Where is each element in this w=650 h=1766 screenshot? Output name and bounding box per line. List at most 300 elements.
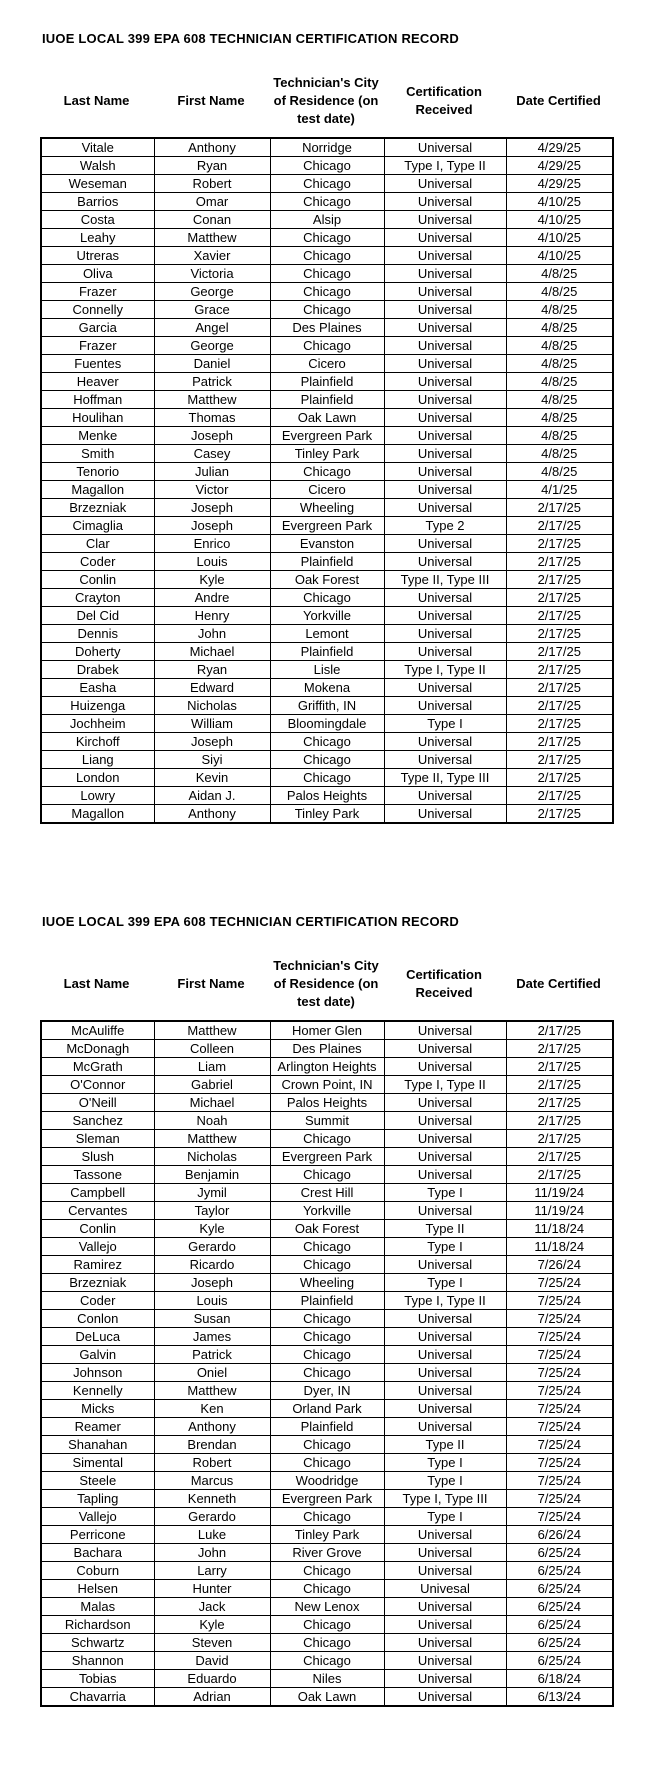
certification-cell: Universal xyxy=(384,1166,506,1184)
date-certified-cell: 11/18/24 xyxy=(506,1238,613,1256)
first-name-cell: Liam xyxy=(154,1058,270,1076)
last-name-cell: Tobias xyxy=(41,1670,154,1688)
last-name-cell: Jochheim xyxy=(41,715,154,733)
table-row xyxy=(41,1148,613,1166)
table-row xyxy=(41,1526,613,1544)
date-certified-cell: 6/26/24 xyxy=(506,1526,613,1544)
table-row xyxy=(41,643,613,661)
table-row xyxy=(41,409,613,427)
city-cell: Chicago xyxy=(270,1634,384,1652)
last-name-cell: Ramirez xyxy=(41,1256,154,1274)
first-name-cell: Ryan xyxy=(154,157,270,175)
last-name-cell: Magallon xyxy=(41,481,154,499)
first-name-cell: Robert xyxy=(154,175,270,193)
table-header xyxy=(40,66,612,136)
last-name-cell: Leahy xyxy=(41,229,154,247)
last-name-cell: Menke xyxy=(41,427,154,445)
first-name-cell: Louis xyxy=(154,553,270,571)
last-name-cell: Vallejo xyxy=(41,1508,154,1526)
last-name-cell: Oliva xyxy=(41,265,154,283)
city-cell: River Grove xyxy=(270,1544,384,1562)
table-row xyxy=(41,1040,613,1058)
last-name-cell: Del Cid xyxy=(41,607,154,625)
table-row xyxy=(41,1634,613,1652)
date-certified-cell: 6/25/24 xyxy=(506,1634,613,1652)
last-name-cell: Barrios xyxy=(41,193,154,211)
table-row xyxy=(41,1310,613,1328)
table-row xyxy=(41,175,613,193)
city-cell: Alsip xyxy=(270,211,384,229)
certification-cell: Type I, Type II xyxy=(384,1076,506,1094)
table-row xyxy=(41,571,613,589)
date-certified-cell: 11/19/24 xyxy=(506,1184,613,1202)
first-name-cell: Joseph xyxy=(154,499,270,517)
city-cell: Chicago xyxy=(270,193,384,211)
table-row xyxy=(41,1256,613,1274)
date-certified-cell: 4/8/25 xyxy=(506,355,613,373)
last-name-cell: Cimaglia xyxy=(41,517,154,535)
last-name-cell: Liang xyxy=(41,751,154,769)
date-certified-cell: 6/25/24 xyxy=(506,1544,613,1562)
last-name-cell: Drabek xyxy=(41,661,154,679)
certification-cell: Type I xyxy=(384,715,506,733)
last-name-cell: Huizenga xyxy=(41,697,154,715)
city-cell: Tinley Park xyxy=(270,445,384,463)
date-certified-cell: 2/17/25 xyxy=(506,1040,613,1058)
date-certified-cell: 7/25/24 xyxy=(506,1436,613,1454)
city-cell: Chicago xyxy=(270,247,384,265)
first-name-cell: Ricardo xyxy=(154,1256,270,1274)
certification-cell: Universal xyxy=(384,1544,506,1562)
certification-cell: Universal xyxy=(384,1562,506,1580)
table-row xyxy=(41,535,613,553)
city-cell: Chicago xyxy=(270,589,384,607)
certification-cell: Universal xyxy=(384,283,506,301)
last-name-cell: Kirchoff xyxy=(41,733,154,751)
first-name-cell: Michael xyxy=(154,643,270,661)
first-name-cell: Patrick xyxy=(154,373,270,391)
table-row xyxy=(41,589,613,607)
certification-cell: Type I, Type II xyxy=(384,157,506,175)
table-row xyxy=(41,229,613,247)
date-certified-cell: 11/19/24 xyxy=(506,1202,613,1220)
city-cell: Chicago xyxy=(270,1562,384,1580)
last-name-cell: Perricone xyxy=(41,1526,154,1544)
table-row xyxy=(41,1238,613,1256)
city-cell: Chicago xyxy=(270,1310,384,1328)
last-name-cell: Steele xyxy=(41,1472,154,1490)
date-certified-cell: 4/29/25 xyxy=(506,175,613,193)
city-cell: Chicago xyxy=(270,1346,384,1364)
last-name-cell: Richardson xyxy=(41,1616,154,1634)
table-row xyxy=(41,1544,613,1562)
date-certified-cell: 4/10/25 xyxy=(506,193,613,211)
table-row xyxy=(41,1562,613,1580)
first-name-cell: Conan xyxy=(154,211,270,229)
last-name-cell: Weseman xyxy=(41,175,154,193)
city-cell: Cicero xyxy=(270,481,384,499)
last-name-cell: Coburn xyxy=(41,1562,154,1580)
certification-cell: Universal xyxy=(384,787,506,805)
certification-cell: Universal xyxy=(384,607,506,625)
table-row xyxy=(41,1670,613,1688)
first-name-cell: Steven xyxy=(154,1634,270,1652)
table-row xyxy=(41,1021,613,1040)
city-cell: Chicago xyxy=(270,301,384,319)
city-cell: Chicago xyxy=(270,1436,384,1454)
date-certified-cell: 4/8/25 xyxy=(506,373,613,391)
first-name-cell: Patrick xyxy=(154,1346,270,1364)
first-name-cell: James xyxy=(154,1328,270,1346)
table-row xyxy=(41,769,613,787)
table-row xyxy=(41,499,613,517)
certification-cell: Universal xyxy=(384,1400,506,1418)
city-cell: Oak Forest xyxy=(270,1220,384,1238)
date-certified-cell: 7/25/24 xyxy=(506,1364,613,1382)
certification-cell: Universal xyxy=(384,1418,506,1436)
first-name-cell: John xyxy=(154,625,270,643)
city-cell: Des Plaines xyxy=(270,1040,384,1058)
first-name-cell: Hunter xyxy=(154,1580,270,1598)
city-cell: Crown Point, IN xyxy=(270,1076,384,1094)
last-name-cell: Lowry xyxy=(41,787,154,805)
header-last-name: Last Name xyxy=(63,93,130,108)
city-cell: Oak Lawn xyxy=(270,409,384,427)
table-row xyxy=(41,1454,613,1472)
date-certified-cell: 4/8/25 xyxy=(506,409,613,427)
certification-cell: Universal xyxy=(384,1058,506,1076)
last-name-cell: Dennis xyxy=(41,625,154,643)
city-cell: Chicago xyxy=(270,337,384,355)
first-name-cell: Omar xyxy=(154,193,270,211)
city-cell: Chicago xyxy=(270,1580,384,1598)
first-name-cell: Luke xyxy=(154,1526,270,1544)
city-cell: Evergreen Park xyxy=(270,1490,384,1508)
certification-cell: Universal xyxy=(384,1346,506,1364)
city-cell: Bloomingdale xyxy=(270,715,384,733)
certification-cell: Universal xyxy=(384,1688,506,1707)
certification-cell: Universal xyxy=(384,193,506,211)
first-name-cell: Grace xyxy=(154,301,270,319)
first-name-cell: Michael xyxy=(154,1094,270,1112)
table-row xyxy=(41,247,613,265)
certification-cell: Universal xyxy=(384,481,506,499)
first-name-cell: Joseph xyxy=(154,427,270,445)
header-first-name: First Name xyxy=(177,976,245,991)
date-certified-cell: 2/17/25 xyxy=(506,679,613,697)
date-certified-cell: 4/8/25 xyxy=(506,391,613,409)
table-row xyxy=(41,1166,613,1184)
first-name-cell: Marcus xyxy=(154,1472,270,1490)
last-name-cell: Brzezniak xyxy=(41,499,154,517)
certification-cell: Universal xyxy=(384,337,506,355)
first-name-cell: Angel xyxy=(154,319,270,337)
last-name-cell: Johnson xyxy=(41,1364,154,1382)
table-row xyxy=(41,697,613,715)
first-name-cell: Edward xyxy=(154,679,270,697)
certification-cell: Universal xyxy=(384,1616,506,1634)
city-cell: Tinley Park xyxy=(270,805,384,824)
certification-cell: Universal xyxy=(384,1382,506,1400)
date-certified-cell: 7/25/24 xyxy=(506,1472,613,1490)
date-certified-cell: 2/17/25 xyxy=(506,625,613,643)
first-name-cell: Enrico xyxy=(154,535,270,553)
table-row xyxy=(41,301,613,319)
city-cell: Oak Lawn xyxy=(270,1688,384,1707)
last-name-cell: Slush xyxy=(41,1148,154,1166)
certification-cell: Type I xyxy=(384,1454,506,1472)
first-name-cell: Matthew xyxy=(154,391,270,409)
certification-cell: Universal xyxy=(384,175,506,193)
date-certified-cell: 7/25/24 xyxy=(506,1292,613,1310)
city-cell: Plainfield xyxy=(270,373,384,391)
last-name-cell: Bachara xyxy=(41,1544,154,1562)
last-name-cell: Fuentes xyxy=(41,355,154,373)
first-name-cell: Xavier xyxy=(154,247,270,265)
city-cell: Orland Park xyxy=(270,1400,384,1418)
last-name-cell: Conlin xyxy=(41,1220,154,1238)
city-cell: Chicago xyxy=(270,1166,384,1184)
last-name-cell: O'Neill xyxy=(41,1094,154,1112)
date-certified-cell: 7/25/24 xyxy=(506,1490,613,1508)
date-certified-cell: 2/17/25 xyxy=(506,769,613,787)
certification-cell: Type I, Type II xyxy=(384,661,506,679)
record-title: IUOE LOCAL 399 EPA 608 TECHNICIAN CERTIFICATION RECORD xyxy=(42,31,459,46)
last-name-cell: Shannon xyxy=(41,1652,154,1670)
first-name-cell: Gerardo xyxy=(154,1508,270,1526)
last-name-cell: Frazer xyxy=(41,283,154,301)
date-certified-cell: 7/25/24 xyxy=(506,1454,613,1472)
city-cell: Chicago xyxy=(270,175,384,193)
certification-cell: Universal xyxy=(384,265,506,283)
last-name-cell: Kennelly xyxy=(41,1382,154,1400)
certification-cell: Universal xyxy=(384,679,506,697)
date-certified-cell: 2/17/25 xyxy=(506,661,613,679)
table-row xyxy=(41,1418,613,1436)
city-cell: Yorkville xyxy=(270,607,384,625)
certification-cell: Universal xyxy=(384,643,506,661)
city-cell: Tinley Park xyxy=(270,1526,384,1544)
certification-cell: Universal xyxy=(384,697,506,715)
first-name-cell: Oniel xyxy=(154,1364,270,1382)
first-name-cell: Joseph xyxy=(154,1274,270,1292)
certification-cell: Type I xyxy=(384,1472,506,1490)
date-certified-cell: 2/17/25 xyxy=(506,607,613,625)
last-name-cell: Brzezniak xyxy=(41,1274,154,1292)
first-name-cell: Larry xyxy=(154,1562,270,1580)
certification-cell: Universal xyxy=(384,1634,506,1652)
date-certified-cell: 4/10/25 xyxy=(506,211,613,229)
last-name-cell: Connelly xyxy=(41,301,154,319)
certification-cell: Universal xyxy=(384,1130,506,1148)
first-name-cell: Ryan xyxy=(154,661,270,679)
date-certified-cell: 4/8/25 xyxy=(506,445,613,463)
first-name-cell: Matthew xyxy=(154,1130,270,1148)
certification-cell: Universal xyxy=(384,1148,506,1166)
last-name-cell: Hoffman xyxy=(41,391,154,409)
city-cell: Palos Heights xyxy=(270,787,384,805)
table-row xyxy=(41,1292,613,1310)
certification-cell: Type 2 xyxy=(384,517,506,535)
last-name-cell: Campbell xyxy=(41,1184,154,1202)
table-row xyxy=(41,1688,613,1707)
certification-cell: Universal xyxy=(384,391,506,409)
table-row xyxy=(41,661,613,679)
certification-cell: Universal xyxy=(384,1670,506,1688)
last-name-cell: Houlihan xyxy=(41,409,154,427)
date-certified-cell: 4/8/25 xyxy=(506,283,613,301)
header-first-name: First Name xyxy=(177,93,245,108)
certification-cell: Universal xyxy=(384,1256,506,1274)
last-name-cell: Sleman xyxy=(41,1130,154,1148)
table-row xyxy=(41,481,613,499)
table-row xyxy=(41,553,613,571)
city-cell: New Lenox xyxy=(270,1598,384,1616)
city-cell: Evergreen Park xyxy=(270,427,384,445)
date-certified-cell: 2/17/25 xyxy=(506,571,613,589)
first-name-cell: Anthony xyxy=(154,805,270,824)
certification-cell: Universal xyxy=(384,373,506,391)
certification-cell: Univesal xyxy=(384,1580,506,1598)
date-certified-cell: 4/8/25 xyxy=(506,265,613,283)
first-name-cell: William xyxy=(154,715,270,733)
certification-cell: Type II xyxy=(384,1436,506,1454)
header-date-certified: Date Certified xyxy=(516,976,601,991)
first-name-cell: Anthony xyxy=(154,1418,270,1436)
first-name-cell: Jymil xyxy=(154,1184,270,1202)
first-name-cell: Louis xyxy=(154,1292,270,1310)
first-name-cell: Robert xyxy=(154,1454,270,1472)
table-row xyxy=(41,1616,613,1634)
first-name-cell: Victor xyxy=(154,481,270,499)
last-name-cell: Crayton xyxy=(41,589,154,607)
first-name-cell: Susan xyxy=(154,1310,270,1328)
first-name-cell: Kyle xyxy=(154,1616,270,1634)
table-row xyxy=(41,1274,613,1292)
table-row xyxy=(41,733,613,751)
date-certified-cell: 2/17/25 xyxy=(506,697,613,715)
date-certified-cell: 2/17/25 xyxy=(506,1021,613,1040)
table-row xyxy=(41,1472,613,1490)
date-certified-cell: 4/29/25 xyxy=(506,157,613,175)
first-name-cell: Kenneth xyxy=(154,1490,270,1508)
last-name-cell: Vitale xyxy=(41,138,154,157)
table-row xyxy=(41,1580,613,1598)
last-name-cell: Frazer xyxy=(41,337,154,355)
certification-cell: Universal xyxy=(384,1328,506,1346)
city-cell: Plainfield xyxy=(270,643,384,661)
last-name-cell: McAuliffe xyxy=(41,1021,154,1040)
city-cell: Mokena xyxy=(270,679,384,697)
table-row xyxy=(41,193,613,211)
last-name-cell: O'Connor xyxy=(41,1076,154,1094)
table-row xyxy=(41,445,613,463)
table-row xyxy=(41,283,613,301)
certification-cell: Universal xyxy=(384,229,506,247)
header-certification: Certification Received xyxy=(406,84,482,117)
city-cell: Oak Forest xyxy=(270,571,384,589)
date-certified-cell: 6/25/24 xyxy=(506,1562,613,1580)
city-cell: Evanston xyxy=(270,535,384,553)
date-certified-cell: 2/17/25 xyxy=(506,1058,613,1076)
table-row xyxy=(41,1328,613,1346)
last-name-cell: Magallon xyxy=(41,805,154,824)
certification-cell: Universal xyxy=(384,1202,506,1220)
certification-cell: Universal xyxy=(384,1310,506,1328)
first-name-cell: Matthew xyxy=(154,229,270,247)
city-cell: Chicago xyxy=(270,1508,384,1526)
table-row xyxy=(41,373,613,391)
first-name-cell: David xyxy=(154,1652,270,1670)
city-cell: Chicago xyxy=(270,1130,384,1148)
table-row xyxy=(41,805,613,824)
last-name-cell: Sanchez xyxy=(41,1112,154,1130)
first-name-cell: Henry xyxy=(154,607,270,625)
city-cell: Wheeling xyxy=(270,1274,384,1292)
certification-cell: Universal xyxy=(384,499,506,517)
date-certified-cell: 4/10/25 xyxy=(506,247,613,265)
first-name-cell: Adrian xyxy=(154,1688,270,1707)
last-name-cell: McGrath xyxy=(41,1058,154,1076)
date-certified-cell: 4/8/25 xyxy=(506,427,613,445)
city-cell: Homer Glen xyxy=(270,1021,384,1040)
city-cell: Chicago xyxy=(270,265,384,283)
last-name-cell: Walsh xyxy=(41,157,154,175)
table-row xyxy=(41,319,613,337)
table-row xyxy=(41,751,613,769)
last-name-cell: McDonagh xyxy=(41,1040,154,1058)
last-name-cell: Cervantes xyxy=(41,1202,154,1220)
certification-cell: Universal xyxy=(384,445,506,463)
date-certified-cell: 2/17/25 xyxy=(506,1130,613,1148)
last-name-cell: Tassone xyxy=(41,1166,154,1184)
city-cell: Wheeling xyxy=(270,499,384,517)
date-certified-cell: 6/25/24 xyxy=(506,1616,613,1634)
table-row xyxy=(41,1202,613,1220)
date-certified-cell: 6/13/24 xyxy=(506,1688,613,1707)
date-certified-cell: 6/25/24 xyxy=(506,1652,613,1670)
city-cell: Palos Heights xyxy=(270,1094,384,1112)
last-name-cell: Schwartz xyxy=(41,1634,154,1652)
city-cell: Griffith, IN xyxy=(270,697,384,715)
first-name-cell: Anthony xyxy=(154,138,270,157)
date-certified-cell: 2/17/25 xyxy=(506,1166,613,1184)
certification-cell: Type I xyxy=(384,1238,506,1256)
date-certified-cell: 2/17/25 xyxy=(506,643,613,661)
last-name-cell: Micks xyxy=(41,1400,154,1418)
table-row xyxy=(41,265,613,283)
certification-cell: Universal xyxy=(384,1364,506,1382)
city-cell: Plainfield xyxy=(270,553,384,571)
certification-cell: Type II, Type III xyxy=(384,571,506,589)
city-cell: Evergreen Park xyxy=(270,517,384,535)
city-cell: Lisle xyxy=(270,661,384,679)
table-row xyxy=(41,211,613,229)
last-name-cell: Conlin xyxy=(41,571,154,589)
table-row xyxy=(41,679,613,697)
city-cell: Chicago xyxy=(270,1328,384,1346)
first-name-cell: Aidan J. xyxy=(154,787,270,805)
first-name-cell: Taylor xyxy=(154,1202,270,1220)
certification-cell: Universal xyxy=(384,751,506,769)
table-row xyxy=(41,1184,613,1202)
first-name-cell: Gerardo xyxy=(154,1238,270,1256)
date-certified-cell: 6/25/24 xyxy=(506,1598,613,1616)
city-cell: Plainfield xyxy=(270,1292,384,1310)
first-name-cell: Kyle xyxy=(154,1220,270,1238)
city-cell: Summit xyxy=(270,1112,384,1130)
date-certified-cell: 7/25/24 xyxy=(506,1328,613,1346)
